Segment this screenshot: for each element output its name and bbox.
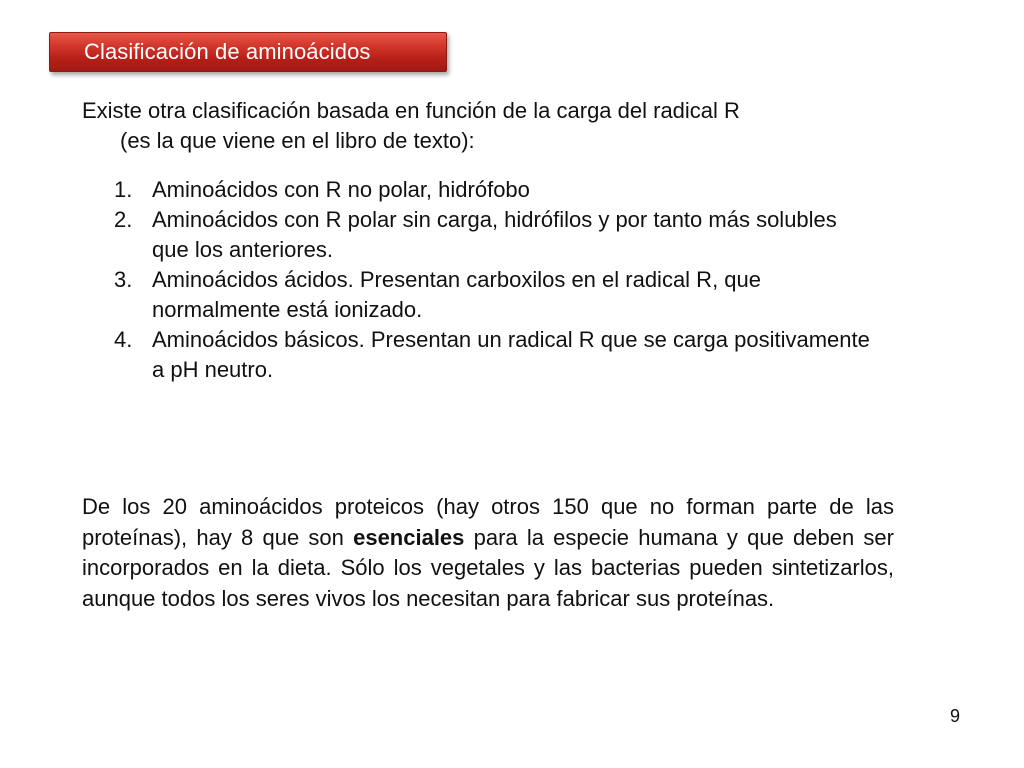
list-item-number: 4. (114, 327, 133, 352)
list-item-number: 2. (114, 207, 133, 232)
list-item-text: Aminoácidos básicos. Presentan un radical R que se carga positivamente a pH neutro. (152, 327, 870, 382)
slide-title: Clasificación de aminoácidos (84, 39, 371, 64)
list-item-text: Aminoácidos con R polar sin carga, hidrófilos y por tanto más solubles que los anteriores. (152, 207, 837, 262)
list-item-text: Aminoácidos ácidos. Presentan carboxilos en el radical R, que normalmente está ionizado. (152, 267, 761, 322)
list-item-number: 3. (114, 267, 133, 292)
page-number: 9 (950, 706, 961, 726)
intro-line-1: Existe otra clasificación basada en función de la carga del radical R (82, 98, 740, 123)
list-item-text: Aminoácidos con R no polar, hidrófobo (152, 177, 530, 202)
list-item (0, 265, 872, 325)
paragraph-bold-term: esenciales (353, 524, 465, 550)
essential-amino-acids-paragraph (82, 492, 894, 614)
paragraph-text-after: para la especie humana y que deben ser incorporados en la dieta. Sólo los vegetales y las bacterias pueden sintetizarlos, aunque todos los seres vivos los necesitan para fabricar sus proteínas. (82, 524, 894, 611)
intro-line-2: (es la que viene en el libro de texto): (120, 128, 475, 153)
paragraph-text-before: De los 20 aminoácidos proteicos (hay otros 150 que no forman parte de las proteínas), hay 8 que son (82, 494, 894, 550)
list-item (0, 325, 872, 385)
list-item (0, 205, 872, 265)
list-item (0, 175, 872, 205)
slide-title-banner (49, 32, 447, 72)
list-item-number: 1. (114, 177, 133, 202)
classification-list (0, 175, 900, 385)
intro-text (82, 96, 882, 156)
